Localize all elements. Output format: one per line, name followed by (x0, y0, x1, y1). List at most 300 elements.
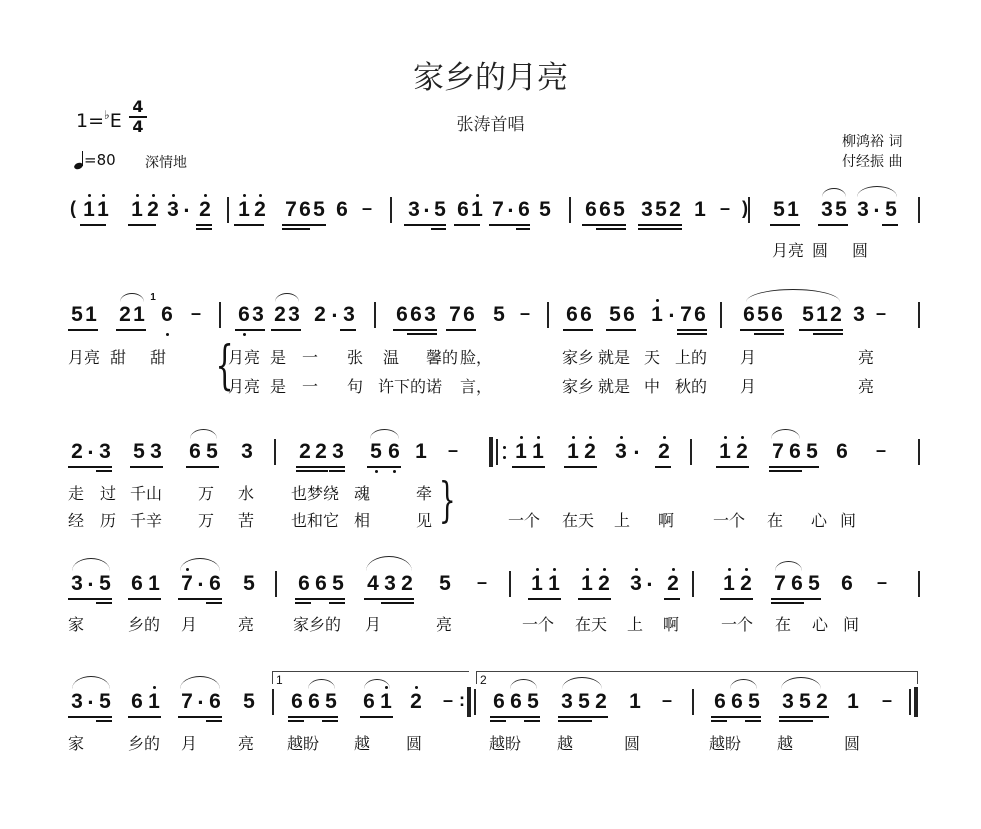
lyric-syllable: 上 (627, 615, 644, 634)
beam-underline (524, 720, 540, 722)
barline (219, 302, 221, 328)
dot-symbol: · (87, 572, 95, 597)
dot-symbol: · (646, 572, 654, 597)
dash-symbol: – (881, 690, 892, 710)
low-octave-dot (243, 333, 246, 336)
beam-underline (234, 224, 264, 226)
lyric-syllable: 句 (347, 377, 364, 396)
note: 6 (493, 690, 505, 713)
lyric-syllable: 啊 (663, 615, 680, 634)
first-ending-number: 1 (276, 673, 283, 687)
lyric-syllable: 家乡 (562, 348, 595, 367)
note: 5 (206, 440, 218, 463)
beam-underline (322, 720, 338, 722)
slur (857, 186, 897, 197)
high-octave-dot (476, 194, 479, 197)
lyric-syllable: 一个 (508, 511, 541, 530)
beam-underline (779, 716, 829, 718)
beam-underline (68, 329, 98, 331)
note: 5 (434, 198, 446, 221)
beam-underline (596, 228, 626, 230)
lyric-syllable: 千山 (130, 484, 163, 503)
lyric-syllable: 在 (775, 615, 792, 634)
beam-underline (813, 333, 843, 335)
beam-underline (196, 228, 212, 230)
lyric-syllable: 脸， (460, 348, 493, 367)
key-prefix: 1= (76, 110, 105, 132)
lyric-syllable: 啊 (658, 511, 675, 530)
barline (690, 439, 692, 465)
slur (822, 188, 846, 197)
note: 6 (841, 572, 853, 595)
lyric-syllable: 牵 (416, 484, 433, 503)
lyric-syllable: 月 (740, 377, 757, 396)
note: 6 (291, 690, 303, 713)
lyric-syllable: 乡的 (128, 734, 161, 753)
high-octave-dot (152, 194, 155, 197)
note: 1 (133, 303, 145, 326)
note: 2 (119, 303, 131, 326)
high-octave-dot (172, 194, 175, 197)
note: 6 (457, 198, 469, 221)
high-octave-dot (603, 568, 606, 571)
note: 4 (367, 572, 379, 595)
lyric-syllable: 圆 (624, 734, 641, 753)
beam-underline (206, 602, 222, 604)
lyric-syllable: 在 (767, 511, 784, 530)
beam-underline (711, 716, 761, 718)
note: 2 (254, 198, 266, 221)
note: 2 (595, 690, 607, 713)
final-thin-barline (909, 689, 911, 715)
note: 6 (580, 303, 592, 326)
beam-underline (128, 224, 156, 226)
lyric-syllable: 在天 (562, 511, 595, 530)
beam-underline (818, 224, 848, 226)
beam-underline (68, 598, 112, 600)
beam-underline (564, 466, 597, 468)
note: 6 (623, 303, 635, 326)
note: 1 (816, 303, 828, 326)
lyric-syllable: 圆 (406, 734, 423, 753)
lyric-syllable: 月 (365, 615, 382, 634)
high-octave-dot (204, 194, 207, 197)
note: 6 (510, 690, 522, 713)
lyric-syllable: 月亮 (772, 241, 805, 260)
final-thick-barline (914, 687, 918, 717)
barline (748, 197, 750, 223)
note: 2 (199, 198, 211, 221)
lyric-syllable: 一个 (713, 511, 746, 530)
low-octave-dot (393, 470, 396, 473)
dash-symbol: – (661, 690, 672, 710)
high-octave-dot (745, 568, 748, 571)
lyric-syllable: 家乡的 (293, 615, 342, 634)
note: 5 (332, 572, 344, 595)
note: 1 (83, 198, 95, 221)
high-octave-dot (536, 568, 539, 571)
barline (692, 689, 694, 715)
beam-underline (329, 602, 345, 604)
slur (180, 676, 220, 689)
high-octave-dot (136, 194, 139, 197)
beam-underline (528, 598, 561, 600)
note: 3 (71, 690, 83, 713)
lyric-syllable: 月亮 (228, 348, 261, 367)
note: 1 (567, 440, 579, 463)
lyric-syllable: 家 (68, 615, 85, 634)
note: 5 (99, 690, 111, 713)
beam-underline (578, 598, 611, 600)
beam-underline (329, 470, 345, 472)
slur (190, 429, 217, 439)
beam-underline (364, 598, 414, 600)
beam-underline (186, 466, 219, 468)
note: 6 (299, 198, 311, 221)
note: 1 (148, 690, 160, 713)
note: 1 (548, 572, 560, 595)
beam-underline (512, 466, 545, 468)
beam-underline (80, 224, 106, 226)
slur (72, 558, 110, 571)
high-octave-dot (728, 568, 731, 571)
lyric-syllable: 越盼 (287, 734, 320, 753)
beam-underline (779, 720, 813, 722)
note: 3 (99, 440, 111, 463)
dot-symbol: · (507, 198, 515, 223)
low-octave-dot (375, 470, 378, 473)
beam-underline (720, 598, 753, 600)
note: 3 (561, 690, 573, 713)
high-octave-dot (656, 299, 659, 302)
lyric-syllable: 是 (270, 348, 287, 367)
low-octave-dot (166, 333, 169, 336)
dot-symbol: · (331, 303, 339, 328)
slur (366, 556, 412, 571)
note: 5 (313, 198, 325, 221)
dash-symbol: – (519, 303, 530, 323)
note: 3 (821, 198, 833, 221)
note: 6 (189, 440, 201, 463)
note: 3 (343, 303, 355, 326)
lyric-syllable: 万 (198, 484, 215, 503)
lyric-syllable: 甜 (150, 348, 167, 367)
note: 1 (847, 690, 859, 713)
beam-underline (711, 720, 727, 722)
lyric-syllable: 是 (270, 377, 287, 396)
beam-underline (490, 720, 506, 722)
note: 5 (799, 690, 811, 713)
note: 2 (274, 303, 286, 326)
dot-symbol: · (197, 690, 205, 715)
beam-underline (206, 720, 222, 722)
verse-brace-close: } (438, 472, 456, 528)
lyric-syllable: 馨的 (426, 348, 459, 367)
beam-underline (769, 466, 819, 468)
note: 5 (806, 440, 818, 463)
beam-underline (489, 224, 530, 226)
lyric-syllable: 一 (302, 348, 319, 367)
dot-symbol: · (87, 690, 95, 715)
lyric-syllable: 越 (777, 734, 794, 753)
verse-brace: { (215, 336, 234, 396)
beam-underline (271, 329, 301, 331)
lyric-syllable: 圆 (812, 241, 829, 260)
lyric-syllable: 也梦绕 (291, 484, 340, 503)
beam-underline (296, 470, 328, 472)
beam-underline (638, 228, 682, 230)
beam-underline (799, 329, 843, 331)
slur (370, 429, 399, 439)
barline (918, 439, 920, 465)
lyric-syllable: 月亮 (228, 377, 261, 396)
repeat-start-barline (489, 437, 493, 467)
beam-underline (677, 333, 707, 335)
note: 6 (298, 572, 310, 595)
barline (569, 197, 571, 223)
dot-symbol: · (87, 440, 95, 465)
repeat-end-colon: : (459, 690, 465, 710)
repeat-end-barline (467, 687, 471, 717)
lyric-syllable: 间 (840, 511, 857, 530)
lyric-syllable: 越盼 (489, 734, 522, 753)
beam-underline (340, 329, 356, 331)
lyric-syllable: 万 (198, 511, 215, 530)
note: 3 (782, 690, 794, 713)
note: 5 (243, 690, 255, 713)
beam-underline (490, 716, 540, 718)
note: 5 (885, 198, 897, 221)
note: 7 (772, 440, 784, 463)
note: 3 (857, 198, 869, 221)
lyric-syllable: 越 (557, 734, 574, 753)
barline (390, 197, 392, 223)
repeat-dot (503, 456, 506, 459)
note: 2 (598, 572, 610, 595)
beam-underline (606, 329, 636, 331)
note: 3 (641, 198, 653, 221)
lyric-syllable: 苦 (238, 511, 255, 530)
lyric-syllable: 魂 (354, 484, 371, 503)
note: 6 (363, 690, 375, 713)
lyric-syllable: 天 (644, 348, 661, 367)
beam-underline (404, 224, 446, 226)
high-octave-dot (589, 436, 592, 439)
note: 5 (243, 572, 255, 595)
note: 2 (667, 572, 679, 595)
note: 2 (315, 440, 327, 463)
note: 6 (308, 690, 320, 713)
note: 6 (714, 690, 726, 713)
note: 2 (314, 303, 326, 326)
beam-underline (638, 224, 682, 226)
note: 5 (578, 690, 590, 713)
note: 3 (252, 303, 264, 326)
lyric-syllable: 一 (302, 377, 319, 396)
lyric-syllable: 上的 (675, 348, 708, 367)
high-octave-dot (259, 194, 262, 197)
lyric-syllable: 甜 (110, 348, 127, 367)
barline (692, 571, 694, 597)
slur (775, 561, 802, 571)
note: 7 (774, 572, 786, 595)
barline (918, 302, 920, 328)
note: 2 (830, 303, 842, 326)
beam-underline (558, 720, 592, 722)
second-ending-number: 2 (480, 673, 487, 687)
beam-underline (288, 720, 304, 722)
note: 5 (527, 690, 539, 713)
note: 7 (181, 572, 193, 595)
lyric-syllable: 月 (181, 615, 198, 634)
high-octave-dot (88, 194, 91, 197)
slur (275, 293, 299, 302)
note: 6 (410, 303, 422, 326)
high-octave-dot (724, 436, 727, 439)
note: 3 (424, 303, 436, 326)
lyric-syllable: 一个 (721, 615, 754, 634)
lyric-syllable: 越盼 (709, 734, 742, 753)
beam-underline (745, 720, 761, 722)
slur (746, 289, 840, 302)
note: 6 (585, 198, 597, 221)
lyric-syllable: 千辛 (130, 511, 163, 530)
note: 5 (757, 303, 769, 326)
lyric-syllable: 亮 (238, 734, 255, 753)
dash-symbol: – (876, 572, 887, 592)
high-octave-dot (620, 436, 623, 439)
note: 5 (773, 198, 785, 221)
note: 3 (384, 572, 396, 595)
note: 6 (694, 303, 706, 326)
barline (918, 571, 920, 597)
note: 6 (131, 690, 143, 713)
note: 2 (736, 440, 748, 463)
lyric-syllable: 上 (614, 511, 631, 530)
note: 1 (787, 198, 799, 221)
beam-underline (282, 224, 326, 226)
note: 1 (629, 690, 641, 713)
barline (720, 302, 722, 328)
beam-underline (882, 224, 898, 226)
note: 6 (789, 440, 801, 463)
dash-symbol: – (447, 440, 458, 460)
note: 2 (740, 572, 752, 595)
dot-symbol: · (668, 303, 676, 328)
lyric-syllable: 诺 (426, 377, 443, 396)
lyric-syllable: 乡的 (128, 615, 161, 634)
high-octave-dot (243, 194, 246, 197)
beam-underline (360, 716, 393, 718)
beam-underline (367, 466, 401, 468)
note: 5 (802, 303, 814, 326)
beam-underline (96, 602, 112, 604)
note: 6 (463, 303, 475, 326)
note: 6 (518, 198, 530, 221)
note: 7 (181, 690, 193, 713)
note: 3 (167, 198, 179, 221)
dash-symbol: – (442, 690, 453, 710)
lyric-syllable: 见 (416, 511, 433, 530)
tempo-marking (74, 151, 116, 169)
singer-credit: 张涛首唱 (456, 115, 525, 135)
lyric-syllable: 越 (354, 734, 371, 753)
composer: 付经振 曲 (842, 154, 903, 170)
beam-underline (128, 716, 161, 718)
note: 6 (315, 572, 327, 595)
lyric-syllable: 圆 (844, 734, 861, 753)
beam-underline (116, 329, 146, 331)
flat-icon: ♭ (104, 108, 110, 122)
note: 6 (599, 198, 611, 221)
lyric-syllable: 也和它 (291, 511, 340, 530)
note: 6 (396, 303, 408, 326)
paren-symbol: ( (70, 198, 76, 218)
barline (918, 197, 920, 223)
grace-note: 1 (150, 292, 156, 303)
slur (180, 558, 220, 571)
note: 5 (539, 198, 551, 221)
lyric-syllable: 张 (347, 348, 364, 367)
note: 5 (655, 198, 667, 221)
note: 6 (771, 303, 783, 326)
song-title: 家乡的月亮 (413, 60, 568, 96)
high-octave-dot (741, 436, 744, 439)
beam-underline (769, 470, 802, 472)
note: 5 (613, 198, 625, 221)
note: 7 (285, 198, 297, 221)
beam-underline (68, 716, 112, 718)
lyric-syllable: 温 (383, 348, 400, 367)
slur (72, 676, 110, 689)
dot-symbol: · (633, 440, 641, 465)
note: 6 (209, 572, 221, 595)
note: 3 (71, 572, 83, 595)
lyric-syllable: 过 (100, 484, 117, 503)
note: 1 (651, 303, 663, 326)
lyric-syllable: 言， (460, 377, 493, 396)
dot-symbol: · (423, 198, 431, 223)
note: 6 (209, 690, 221, 713)
note: 5 (609, 303, 621, 326)
beam-underline (431, 228, 446, 230)
note: 1 (380, 690, 392, 713)
dot-symbol: · (873, 198, 881, 223)
second-ending-bracket (476, 671, 918, 684)
lyric-syllable: 亮 (238, 615, 255, 634)
high-octave-dot (572, 436, 575, 439)
lyric-syllable: 亮 (858, 348, 875, 367)
note: 5 (808, 572, 820, 595)
quarter-note-icon (74, 151, 84, 169)
note: 1 (238, 198, 250, 221)
beam-underline (582, 224, 626, 226)
beam-underline (178, 598, 222, 600)
barline (509, 571, 511, 597)
beam-underline (407, 333, 437, 335)
note: 2 (401, 572, 413, 595)
lyric-syllable: 月亮 (68, 348, 101, 367)
dash-symbol: – (361, 198, 372, 218)
high-octave-dot (586, 568, 589, 571)
note: 5 (748, 690, 760, 713)
beam-underline (664, 598, 680, 600)
beam-underline (288, 716, 338, 718)
note: 1 (97, 198, 109, 221)
slur (120, 293, 144, 302)
beam-underline (771, 602, 804, 604)
barline (374, 302, 376, 328)
